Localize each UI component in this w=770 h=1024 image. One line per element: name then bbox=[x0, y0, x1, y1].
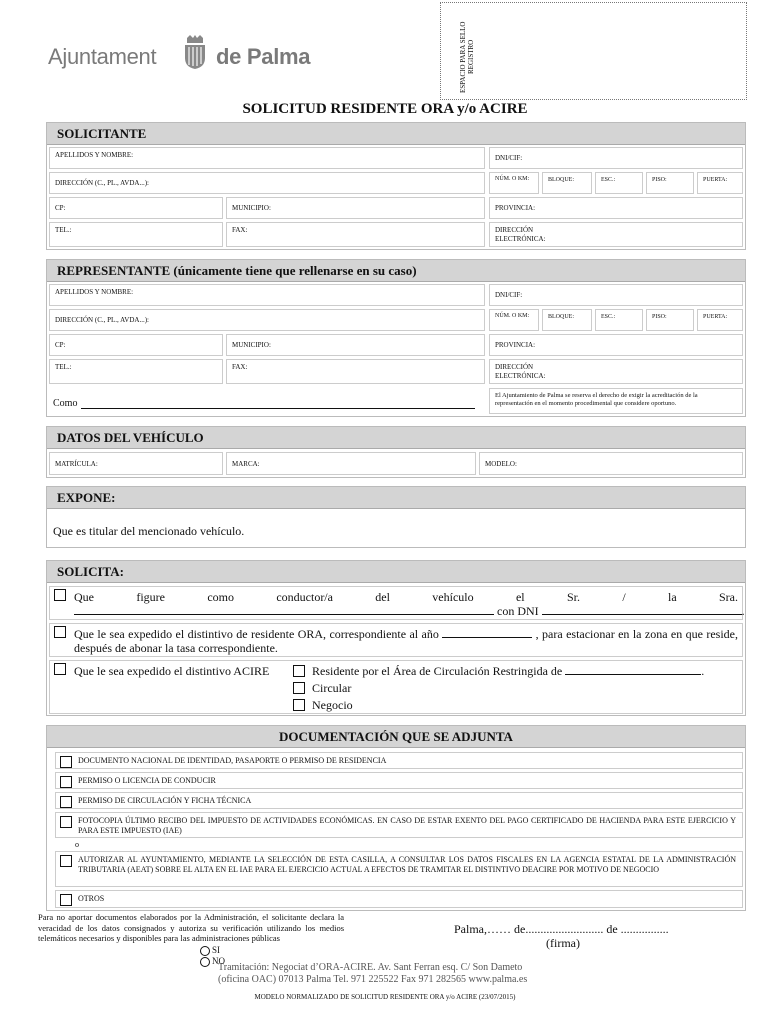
rep-email-field[interactable]: DIRECCIÓN ELECTRÓNICA: bbox=[489, 359, 743, 384]
doc-permiso-circulacion-checkbox[interactable] bbox=[60, 796, 72, 808]
rep-apellidos-field[interactable]: APELLIDOS Y NOMBRE: bbox=[49, 284, 485, 306]
acire-circular-checkbox[interactable] bbox=[293, 682, 305, 694]
section-representante bbox=[46, 259, 746, 417]
section-solicita bbox=[46, 560, 746, 716]
section-heading: DATOS DEL VEHÍCULO bbox=[47, 427, 745, 449]
tramitacion-line-1: Tramitación: Negociat d’ORA-ACIRE. Av. Sant Ferran esq. C/ Son Dameto bbox=[218, 962, 523, 973]
direccion-field[interactable]: DIRECCIÓN (C., PL., AVDA...): bbox=[49, 172, 485, 194]
matricula-field[interactable]: MATRÍCULA: bbox=[49, 452, 223, 475]
puerta-field[interactable]: PUERTA: bbox=[697, 172, 743, 194]
section-solicitante bbox=[46, 122, 746, 250]
doc-item-permiso-conducir: PERMISO O LICENCIA DE CONDUCIR bbox=[55, 772, 743, 789]
model-reference: MODELO NORMALIZADO DE SOLICITUD RESIDENTE ORA y/o ACIRE (23/07/2015) bbox=[254, 993, 516, 1001]
acire-text: Que le sea expedido el distintivo ACIRE bbox=[74, 664, 270, 678]
registry-stamp-box bbox=[440, 2, 747, 100]
acire-circular-text: Circular bbox=[312, 681, 352, 695]
acire-negocio-text: Negocio bbox=[312, 698, 353, 712]
como-label: Como bbox=[53, 398, 78, 409]
consent-no-label: NO bbox=[212, 956, 225, 966]
como-line[interactable] bbox=[81, 408, 475, 409]
doc-item-autorizar-aeat: AUTORIZAR AL AYUNTAMIENTO, MEDIANTE LA SELECCIÓN DE ESTA CASILLA, A CONSULTAR LOS DATOS FISCALES EN LA AGENCIA ESTATAL DE LA ADMINISTRACIÓN TRIBUTARIA (AEAT) SOBRE EL ALTA EN EL IAE PARA EL EJERCICIO ACTUAL A EFECTOS DE TRAMITAR EL DISTINTIVO DEACIRE POR MOTIVO DE NEGOCIO bbox=[55, 851, 743, 887]
doc-item-dni: DOCUMENTO NACIONAL DE IDENTIDAD, PASAPORTE O PERMISO DE RESIDENCIA bbox=[55, 752, 743, 769]
section-heading: DOCUMENTACIÓN QUE SE ADJUNTA bbox=[47, 726, 745, 748]
expone-text: Que es titular del mencionado vehículo. bbox=[53, 524, 245, 538]
dni-field[interactable]: DNI/CIF: bbox=[489, 147, 743, 169]
fax-field[interactable]: FAX: bbox=[226, 222, 485, 247]
rep-num-field[interactable]: NÚM. O KM: bbox=[489, 309, 539, 331]
doc-item-iae: FOTOCOPIA ÚLTIMO RECIBO DEL IMPUESTO DE ACTIVIDADES ECONÓMICAS. EN CASO DE ESTAR EXENTO DEL PAGO CERTIFICADO DE HACIENDA PARA ESTE EJERCICIO Y PARA ESTE IMPUESTO (IAE) bbox=[55, 812, 743, 838]
esc-field[interactable]: ESC.: bbox=[595, 172, 643, 194]
rep-tel-field[interactable]: TEL.: bbox=[49, 359, 223, 384]
provincia-field[interactable]: PROVINCIA: bbox=[489, 197, 743, 219]
consent-si-radio[interactable] bbox=[200, 946, 210, 956]
rep-piso-field[interactable]: PISO: bbox=[646, 309, 694, 331]
acire-residente-checkbox[interactable] bbox=[293, 665, 305, 677]
doc-item-permiso-circulacion: PERMISO DE CIRCULACIÓN Y FICHA TÉCNICA bbox=[55, 792, 743, 809]
apellidos-field[interactable]: APELLIDOS Y NOMBRE: bbox=[49, 147, 485, 169]
doc-or-label: o bbox=[75, 840, 79, 849]
doc-permiso-conducir-checkbox[interactable] bbox=[60, 776, 72, 788]
modelo-field[interactable]: MODELO: bbox=[479, 452, 743, 475]
section-heading: EXPONE: bbox=[47, 487, 745, 509]
rep-fax-field[interactable]: FAX: bbox=[226, 359, 485, 384]
coat-of-arms-icon bbox=[182, 34, 208, 70]
rep-cp-field[interactable]: CP: bbox=[49, 334, 223, 356]
section-expone bbox=[46, 486, 746, 548]
option-acire bbox=[49, 660, 743, 714]
section-heading: SOLICITANTE bbox=[47, 123, 745, 145]
bloque-field[interactable]: BLOQUE: bbox=[542, 172, 592, 194]
rep-provincia-field[interactable]: PROVINCIA: bbox=[489, 334, 743, 356]
stamp-label: ESPACIO PARA SELLO REGISTRO bbox=[459, 21, 475, 93]
section-heading: SOLICITA: bbox=[47, 561, 745, 583]
rep-puerta-field[interactable]: PUERTA: bbox=[697, 309, 743, 331]
acire-negocio-checkbox[interactable] bbox=[293, 699, 305, 711]
rep-direccion-field[interactable]: DIRECCIÓN (C., PL., AVDA...): bbox=[49, 309, 485, 331]
representation-note: El Ajuntamiento de Palma se reserva el derecho de exigir la acreditación de la representación en el momento procedimental que considere oportuno. bbox=[489, 388, 743, 414]
doc-autorizar-checkbox[interactable] bbox=[60, 855, 72, 867]
num-field[interactable]: NÚM. O KM: bbox=[489, 172, 539, 194]
doc-iae-checkbox[interactable] bbox=[60, 816, 72, 828]
acire-residente-text: Residente por el Área de Circulación Restringida de . bbox=[312, 664, 705, 678]
doc-item-otros: OTROS bbox=[55, 890, 743, 908]
conductor-dni-line: con DNI . bbox=[74, 604, 738, 619]
acire-checkbox[interactable] bbox=[54, 663, 66, 675]
rep-esc-field[interactable]: ESC.: bbox=[595, 309, 643, 331]
doc-dni-checkbox[interactable] bbox=[60, 756, 72, 768]
rep-municipio-field[interactable]: MUNICIPIO: bbox=[226, 334, 485, 356]
signature-label: (firma) bbox=[546, 936, 580, 950]
place-date-line[interactable]: Palma,…… de.......................... de ................ bbox=[454, 922, 669, 936]
option-ora bbox=[49, 623, 743, 657]
rep-bloque-field[interactable]: BLOQUE: bbox=[542, 309, 592, 331]
rep-dni-field[interactable]: DNI/CIF: bbox=[489, 284, 743, 306]
ora-checkbox[interactable] bbox=[54, 626, 66, 638]
option-conductor bbox=[49, 586, 743, 620]
logo-text-right: de Palma bbox=[216, 44, 311, 69]
marca-field[interactable]: MARCA: bbox=[226, 452, 476, 475]
cp-field[interactable]: CP: bbox=[49, 197, 223, 219]
logo-text-left: Ajuntament bbox=[48, 44, 157, 69]
page-title: SOLICITUD RESIDENTE ORA y/o ACIRE bbox=[242, 101, 528, 117]
conductor-checkbox[interactable] bbox=[54, 589, 66, 601]
municipio-field[interactable]: MUNICIPIO: bbox=[226, 197, 485, 219]
ora-text: Que le sea expedido el distintivo de residente ORA, correspondiente al año , para estacionar en la zona en que reside, después de abonar la tasa correspondiente. bbox=[74, 627, 738, 655]
section-vehiculo bbox=[46, 426, 746, 478]
email-field[interactable]: DIRECCIÓN ELECTRÓNICA: bbox=[489, 222, 743, 247]
section-heading: REPRESENTANTE (únicamente tiene que rellenarse en su caso) bbox=[47, 260, 745, 282]
consent-no-radio[interactable] bbox=[200, 957, 210, 967]
consent-text: Para no aportar documentos elaborados por la Administración, el solicitante declara la veracidad de los datos consignados y autoriza su verificación utilizando los medios telemáticos necesarios y disponibles para las administraciones públicas bbox=[38, 912, 344, 943]
section-documentacion bbox=[46, 725, 746, 911]
doc-otros-checkbox[interactable] bbox=[60, 894, 72, 906]
tramitacion-line-2: (oficina OAC) 07013 Palma Tel. 971 225522 Fax 971 282565 www.palma.es bbox=[218, 974, 528, 985]
tel-field[interactable]: TEL.: bbox=[49, 222, 223, 247]
piso-field[interactable]: PISO: bbox=[646, 172, 694, 194]
conductor-text: Que figure como conductor/a del vehículo el Sr. / la Sra. bbox=[74, 590, 738, 604]
consent-si-label: SI bbox=[212, 945, 221, 955]
